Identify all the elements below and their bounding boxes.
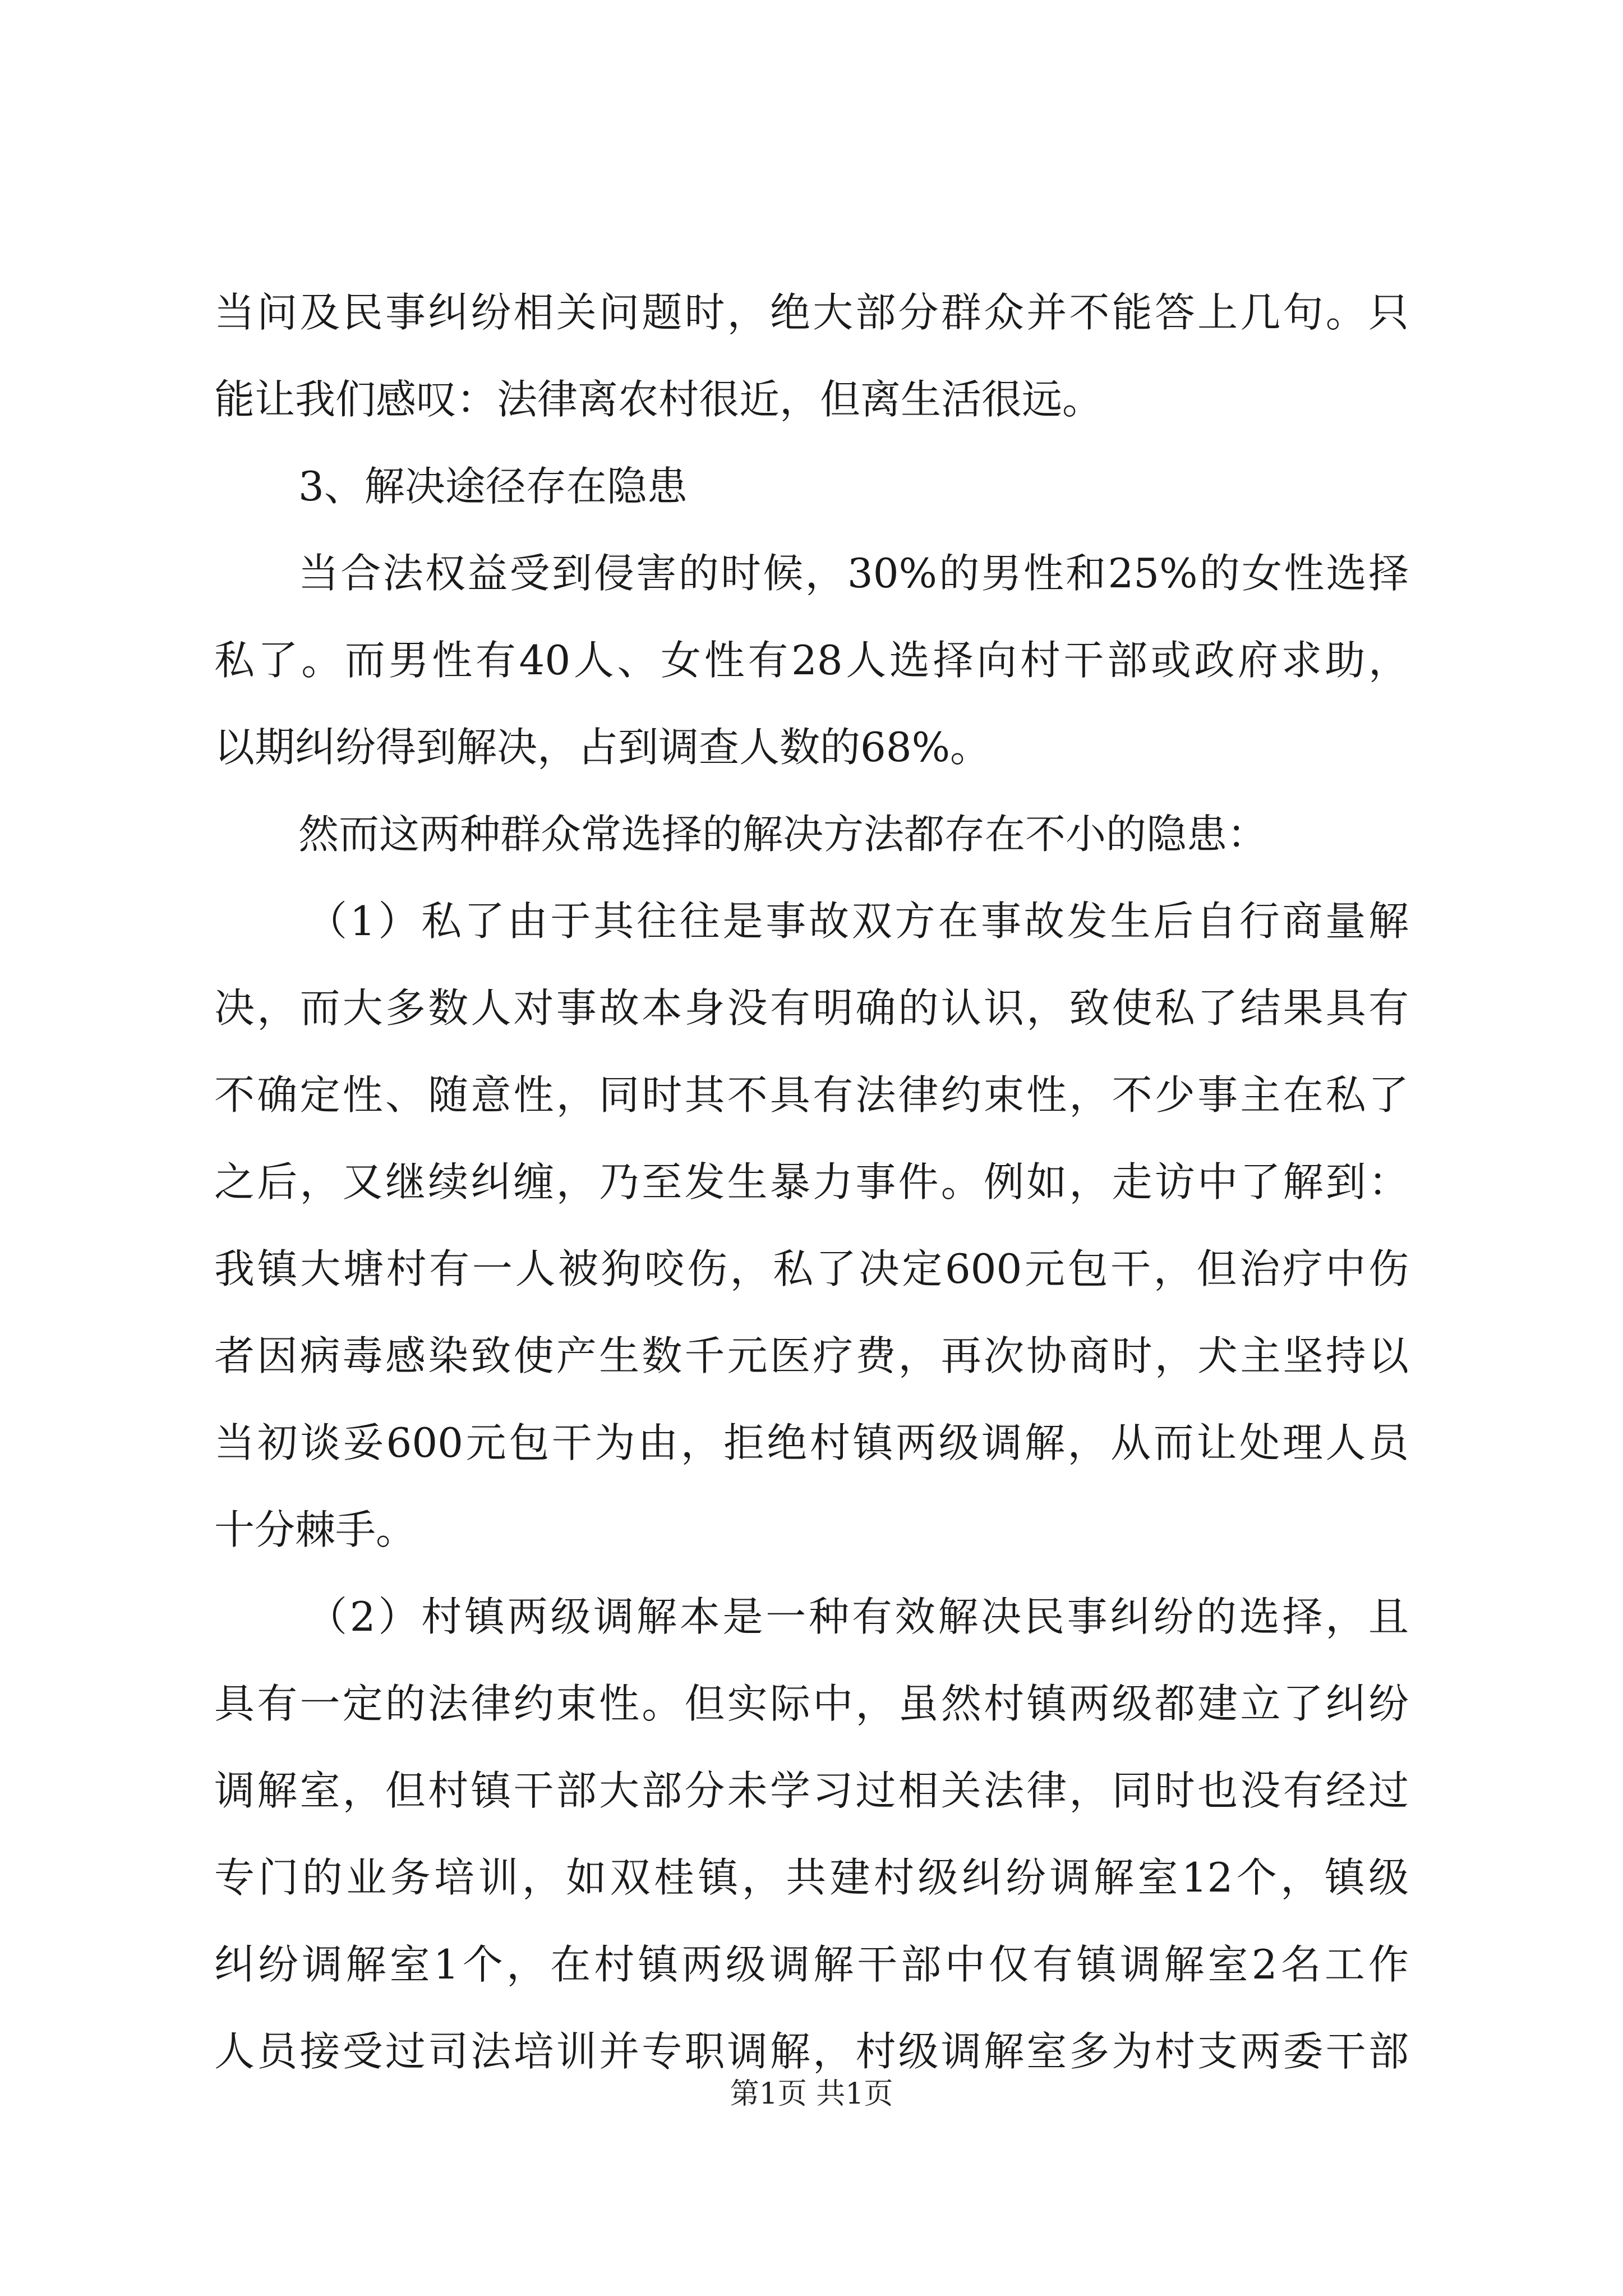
text-line: 人员接受过司法培训并专职调解，村级调解室多为村支两委干部: [214, 2028, 1409, 2075]
text-line: 当问及民事纠纷相关问题时，绝大部分群众并不能答上几句。只: [214, 289, 1409, 336]
page-number: 第1页 共1页: [730, 2077, 893, 2111]
text-line: 者因病毒感染致使产生数千元医疗费，再次协商时，犬主坚持以: [214, 1332, 1409, 1379]
text-line: 当合法权益受到侵害的时候，30%的男性和25%的女性选择: [298, 550, 1409, 597]
text-line: 私了。而男性有40人、女性有28人选择向村干部或政府求助，: [214, 637, 1409, 684]
text-line: 之后，又继续纠缠，乃至发生暴力事件。例如，走访中了解到：: [214, 1158, 1409, 1205]
document-body: [214, 269, 1409, 2095]
text-line: 以期纠纷得到解决，占到调查人数的68%。: [214, 724, 991, 771]
text-line: 我镇大塘村有一人被狗咬伤，私了决定600元包干，但治疗中伤: [214, 1245, 1409, 1292]
text-line: 专门的业务培训，如双桂镇，共建村级纠纷调解室12个，镇级: [214, 1854, 1409, 1901]
text-line: 具有一定的法律约束性。但实际中，虽然村镇两级都建立了纠纷: [214, 1680, 1409, 1727]
text-line: 能让我们感叹：法律离农村很近，但离生活很远。: [214, 376, 1103, 423]
section-heading: 3、解决途径存在隐患: [298, 463, 688, 510]
text-line: 决，而大多数人对事故本身没有明确的认识，致使私了结果具有: [214, 984, 1409, 1032]
text-line: （1）私了由于其往往是事故双方在事故发生后自行商量解: [307, 898, 1409, 945]
text-line: 不确定性、随意性，同时其不具有法律约束性，不少事主在私了: [214, 1071, 1409, 1119]
text-line: 纠纷调解室1个，在村镇两级调解干部中仅有镇调解室2名工作: [214, 1941, 1409, 1988]
text-line: 调解室，但村镇干部大部分未学习过相关法律，同时也没有经过: [214, 1767, 1409, 1814]
text-line: 然而这两种群众常选择的解决方法都存在不小的隐患：: [298, 811, 1268, 858]
page-footer: [0, 2070, 1623, 2112]
text-line: （2）村镇两级调解本是一种有效解决民事纠纷的选择，且: [307, 1593, 1409, 1640]
text-line: 十分棘手。: [214, 1506, 417, 1553]
text-line: 当初谈妥600元包干为由，拒绝村镇两级调解，从而让处理人员: [214, 1419, 1409, 1466]
